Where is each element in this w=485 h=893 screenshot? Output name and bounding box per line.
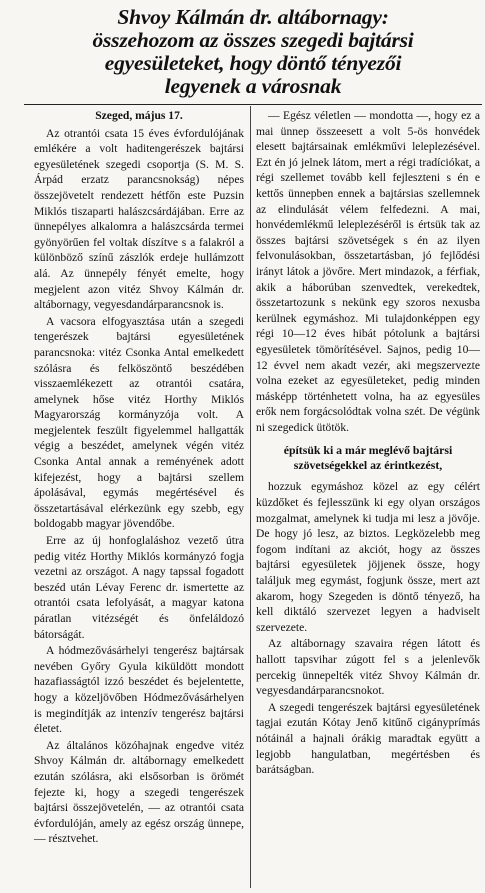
headline-line: Shvoy Kálmán dr. altábornagy: xyxy=(117,5,389,29)
paragraph: hozzuk egymáshoz közel az egy célért küzdőket és fejlesszünk ki egy olyan országos mozgalmat, amelynek ki tudja mi lesz a jövője. De hogy jó lesz, az biztos. Legközelebb meg fogom indítani az akciót, hogy az összes bajtársi egyesületek jöjjenek össze, hogy találjuk meg egymást, fogjunk össze, mert azt akarom, hogy Szegeden is döntő tényező, ha kell diktáló szervezet legyen a hadviselt szervezete. xyxy=(256,480,480,634)
paragraph: Az általános közóhajnak engedve vitéz Shvoy Kálmán dr. altábornagy emelkedett ezután szólásra, aki elsősorban is örömét fejezte ki, hogy a szegedi tengerészek bajtársi összejövetelén, — az otrantói csata évfordulóján, amely az egész ország ünnepe, — résztvehet. xyxy=(34,738,244,846)
subheading: építsük ki a már meglévő bajtársi szövetségekkel az érintkezést, xyxy=(283,443,453,473)
right-column xyxy=(256,108,480,779)
paragraph: A hódmezővásárhelyi tengerész bajtársak nevében Győry Gyula kiküldött mondott hazafiasságtól izzó beszédet és bejelentette, hogy a közeljövőben Hódmezővásárhelyen is megindítják az intenzív tengerész bajtársi életet. xyxy=(34,644,244,736)
headline-line: egyesületeket, hogy döntő tényezői xyxy=(104,51,402,75)
paragraph: A szegedi tengerészek bajtársi egyesületének tagjai ezután Kótay Jenő kitűnő cigányprímás nótáinál a hajnali órákig maradtak együtt a legjobb hangulatban, megértésben és barátságban. xyxy=(256,700,480,777)
paragraph: Az otrantói csata 15 éves évfordulójának emlékére a volt haditengerészek bajtársi egyesületének szegedi csoportja (S. M. S. Árpád erzatz parancsnokság) népes összejövetelt rendezett hétfőn este Puzsin Miklós tiszaparti halászcsárdájában. Erre az ünnepélyes alkalomra a halászcsárda termei gyönyörűen fel voltak díszítve s a falakról a különböző színű zászlók erdeje hullámzott alá. Az ünnepély fényét emelte, hogy megjelent azon vitéz Shvoy Kálmán dr. altábornagy, vegyesdandárparancsnok is. xyxy=(34,126,244,312)
headline-rule xyxy=(24,104,482,105)
headline-line: legyenek a városnak xyxy=(164,74,342,98)
dateline: Szeged, május 17. xyxy=(95,109,183,122)
column-divider xyxy=(250,106,251,888)
scan-edge-mark xyxy=(0,10,8,70)
left-column xyxy=(34,108,244,848)
paragraph: — Egész véletlen — mondotta —, hogy ez a mai ünnep összeesett a volt 5-ös honvédek elesett bajtársainak emlékművi leleplezésével. Ezt én jó jelnek látom, mert a régi tradíciókat, a régi szellemet tovább kell fejleszteni s én e kettős ünnepben ennek a bajtársias szellemnek az elindulását vélem felfedezni. A mai, honvédemlékmű leleplezéséről is értsük tak az összes bajtársi szövetségek s én az ilyen felvonulásokban, összetartásban, jó fejlődési irányt látok a jövőre. Mert mindazok, a férfiak, akik a háborúban szenvedtek, verekedtek, összetartozunk s nekünk egy szoros nexusba kerülnek egymáshoz. Mi tulajdonképpen egy régi 10—12 éves hibát pótolunk a bajtársi egyesületek tömörítésével. Sajnos, pedig 10—12 évvel nem akadt vezér, aki megszervezte volna ezeket az egyesületeket, pedig minden másképp történhetett volna, ha az egyesüles erők nem forgácsolódtak volna szét. De végünk ni szegedick ütötök. xyxy=(256,109,480,434)
paragraph: A vacsora elfogyasztása után a szegedi tengerészek bajtársi egyesületének parancsnoka: vitéz Csonka Antal emelkedett szólásra és felköszöntő beszédében visszaemlékezett az otrantói csatára, amelynek hőse vitéz Horthy Miklós Magyarország kormányzója volt. A megjelentek feszült figyelemmel hallgatták végig a beszédet, amelynek végén vitéz Csonka Antal annak a reményének adott kifejezést, hogy a bajtársi szellem ápolásával, egymás megértésével és összetartásával elérkezünk egy szebb, egy boldogabb magyar jövendőbe. xyxy=(34,314,244,531)
paragraph: Az altábornagy szavaira régen látott és hallott tapsvihar zúgott fel s a jelenlevők percekig ünnepelték vitéz Shvoy Kálmán dr. vegyesdandárparancsnokot. xyxy=(256,637,480,698)
headline-line: összehozom az összes szegedi bajtársi xyxy=(92,28,414,52)
paragraph: Erre az új honfoglaláshoz vezető útra pedig vitéz Horthy Miklós kormányzó fogja vezetni az országot. A nagy tapssal fogadott beszéd után Lévay Ferenc dr. ismertette az otrantói csata lefolyását, a magyar katona páratlan vitézségét és önfeláldozó bátorságát. xyxy=(34,534,244,641)
article-headline xyxy=(24,6,482,98)
